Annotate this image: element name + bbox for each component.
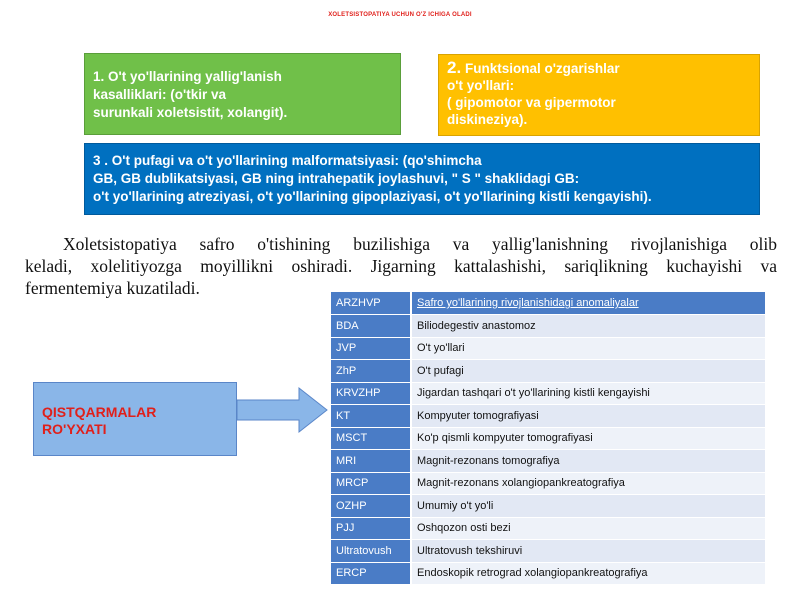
- box-line: o't yo'llari:: [447, 78, 515, 93]
- table-row: [331, 495, 765, 518]
- abbreviation-cell: MRCP: [331, 472, 411, 495]
- table-row: [331, 517, 765, 540]
- meaning-cell: Umumiy o't yo'li: [411, 495, 765, 518]
- category-box-functional: [438, 54, 760, 136]
- abbreviations-table: [331, 292, 765, 585]
- label-line: RO'YXATI: [42, 421, 107, 437]
- box-line: GB, GB dublikatsiyasi, GB ning intrahepatik joylashuvi, " S " shaklidagi GB:: [93, 171, 580, 186]
- table-row: [331, 405, 765, 428]
- meaning-cell: Endoskopik retrograd xolangiopankreatografiya: [411, 562, 765, 585]
- abbreviation-cell: ZhP: [331, 360, 411, 383]
- box-line: ( gipomotor va gipermotor: [447, 95, 616, 110]
- table-row: [331, 315, 765, 338]
- box-line: 3 . O't pufagi va o't yo'llarining malformatsiyasi: (qo'shimcha: [93, 153, 482, 168]
- table-header-row: [331, 292, 765, 315]
- table-row: [331, 337, 765, 360]
- label-line: QISTQARMALAR: [42, 404, 157, 420]
- box-line: 1. O't yo'llarining yallig'lanish: [93, 69, 282, 84]
- abbreviation-cell: Ultratovush: [331, 540, 411, 563]
- meaning-cell: Ultratovush tekshiruvi: [411, 540, 765, 563]
- abbreviation-cell: BDA: [331, 315, 411, 338]
- abbreviation-cell: KRVZHP: [331, 382, 411, 405]
- meaning-cell: Magnit-rezonans xolangiopankreatografiya: [411, 472, 765, 495]
- table-row: [331, 382, 765, 405]
- box-line-text: Funktsional o'zgarishlar: [464, 61, 620, 76]
- box-number: 2.: [447, 58, 462, 77]
- abbreviation-cell: ERCP: [331, 562, 411, 585]
- table-row: [331, 472, 765, 495]
- meaning-cell: Oshqozon osti bezi: [411, 517, 765, 540]
- category-box-malformations: [84, 143, 760, 215]
- abbreviations-label-box: [33, 382, 237, 456]
- box-line: kasalliklari: (o'tkir va: [93, 87, 227, 102]
- paragraph-line: keladi, xolelitiyozga moyillikni oshiradi. Jigarning kattalashishi, sariqlikning kuchayishi va: [25, 256, 777, 276]
- paragraph-line: fermentemiya kuzatiladi.: [25, 278, 200, 298]
- meaning-cell: Magnit-rezonans tomografiya: [411, 450, 765, 473]
- abbreviation-cell: PJJ: [331, 517, 411, 540]
- abbreviation-cell: KT: [331, 405, 411, 428]
- abbreviation-cell: JVP: [331, 337, 411, 360]
- abbreviation-cell: OZHP: [331, 495, 411, 518]
- meaning-cell: Ko'p qismli kompyuter tomografiyasi: [411, 427, 765, 450]
- meaning-cell: O't yo'llari: [411, 337, 765, 360]
- table-row: [331, 562, 765, 585]
- table-row: [331, 540, 765, 563]
- abbreviation-cell: MRI: [331, 450, 411, 473]
- box-line: [447, 59, 751, 77]
- meaning-cell: Safro yo'llarining rivojlanishidagi anomaliyalar: [411, 292, 765, 315]
- right-arrow-icon: [237, 386, 329, 434]
- meaning-cell: O't pufagi: [411, 360, 765, 383]
- box-line: o't yo'llarining atreziyasi, o't yo'llarining gipoplaziyasi, o't yo'llarining kistli kengayishi).: [93, 189, 652, 204]
- table-row: [331, 450, 765, 473]
- box-line: diskineziya).: [447, 112, 528, 127]
- slide-title: XOLETSISTOPATIYA UCHUN O'Z ICHIGA OLADI: [328, 12, 472, 18]
- meaning-cell: Biliodegestiv anastomoz: [411, 315, 765, 338]
- abbreviation-cell: ARZHVP: [331, 292, 411, 315]
- meaning-cell: Jigardan tashqari o't yo'llarining kistli kengayishi: [411, 382, 765, 405]
- box-line: surunkali xoletsistit, xolangit).: [93, 105, 288, 120]
- table-row: [331, 360, 765, 383]
- paragraph-line: Xoletsistopatiya safro o'tishining buzilishiga va yallig'lanishning rivojlanishiga olib: [63, 234, 777, 254]
- description-paragraph: [25, 233, 777, 299]
- meaning-cell: Kompyuter tomografiyasi: [411, 405, 765, 428]
- category-box-inflammatory: [84, 53, 401, 135]
- table-row: [331, 427, 765, 450]
- abbreviation-cell: MSCT: [331, 427, 411, 450]
